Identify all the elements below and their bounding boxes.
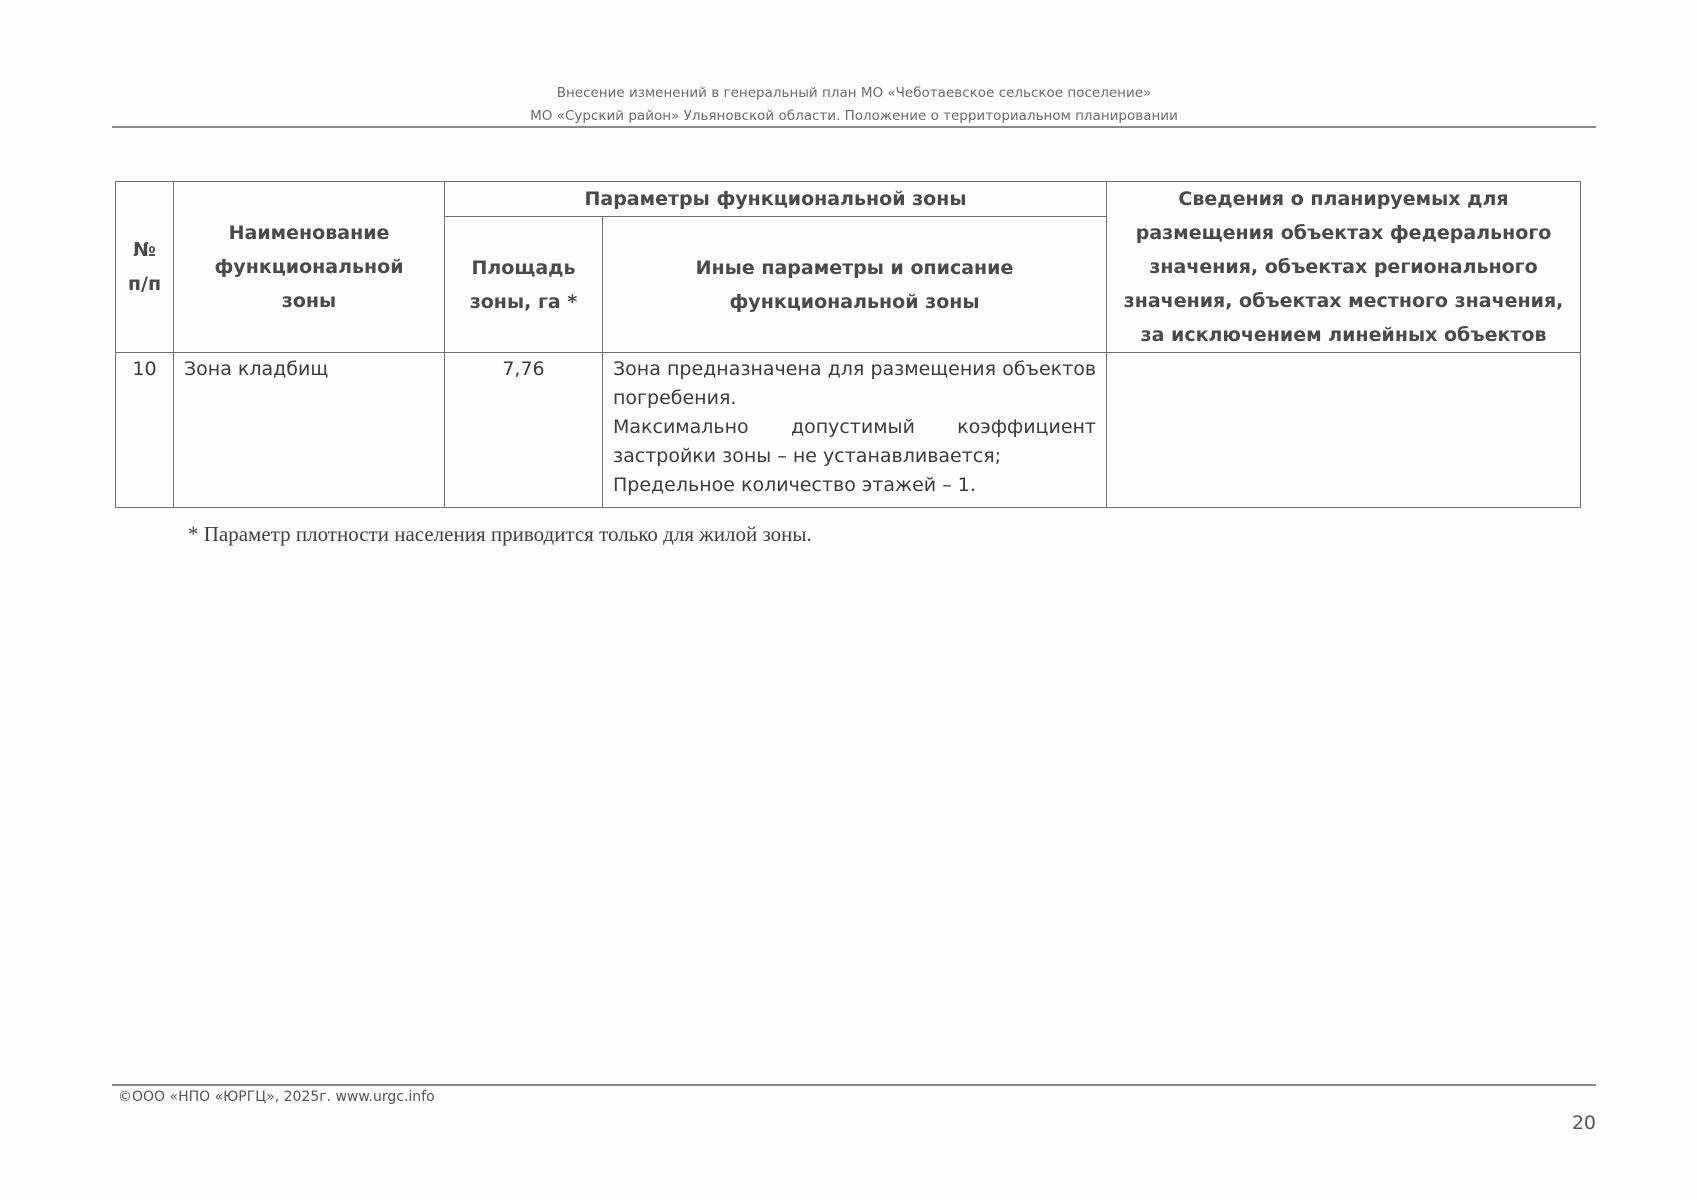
- footer-copyright: ©ООО «НПО «ЮРГЦ», 2025г. www.urgc.info: [118, 1089, 435, 1105]
- table-header-row: [116, 182, 1581, 217]
- header-planned-objects: Сведения о планируемых для размещения объектах федерального значения, объектах регионального значения, объектах местного значения, за исключением линейных объектов: [1107, 182, 1581, 353]
- document-header: [112, 82, 1596, 128]
- cell-description: [603, 353, 1107, 508]
- header-divider: [112, 126, 1596, 128]
- header-other-params: Иные параметры и описание функциональной зоны: [603, 217, 1107, 353]
- header-line-1: Внесение изменений в генеральный план МО «Чеботаевское сельское поселение»: [556, 85, 1152, 101]
- functional-zone-table: [115, 181, 1581, 508]
- table-footnote: * Параметр плотности населения приводится только для жилой зоны.: [188, 522, 812, 546]
- description-line-1: Зона предназначена для размещения объектов погребения.: [613, 358, 1097, 409]
- cell-planned-objects: [1107, 353, 1581, 508]
- header-num-line-1: №: [133, 239, 156, 261]
- description-line-3: Предельное количество этажей – 1.: [613, 474, 976, 496]
- header-num: [116, 182, 174, 353]
- description-line-2: Максимально допустимый коэффициент застройки зоны – не устанавливается;: [613, 416, 1097, 467]
- table-row: [116, 353, 1581, 508]
- page-number: 20: [1571, 1112, 1596, 1134]
- cell-area: 7,76: [445, 353, 603, 508]
- header-line-2: МО «Сурский район» Ульяновской области. Положение о территориальном планировании: [530, 108, 1178, 124]
- cell-zone-name: Зона кладбищ: [174, 353, 445, 508]
- footer-divider: [112, 1084, 1596, 1086]
- header-num-line-2: п/п: [127, 273, 162, 295]
- header-zone-name: Наименование функциональной зоны: [174, 182, 445, 353]
- cell-num: 10: [116, 353, 174, 508]
- header-zone-params: Параметры функциональной зоны: [445, 182, 1107, 217]
- header-area: Площадь зоны, га *: [445, 217, 603, 353]
